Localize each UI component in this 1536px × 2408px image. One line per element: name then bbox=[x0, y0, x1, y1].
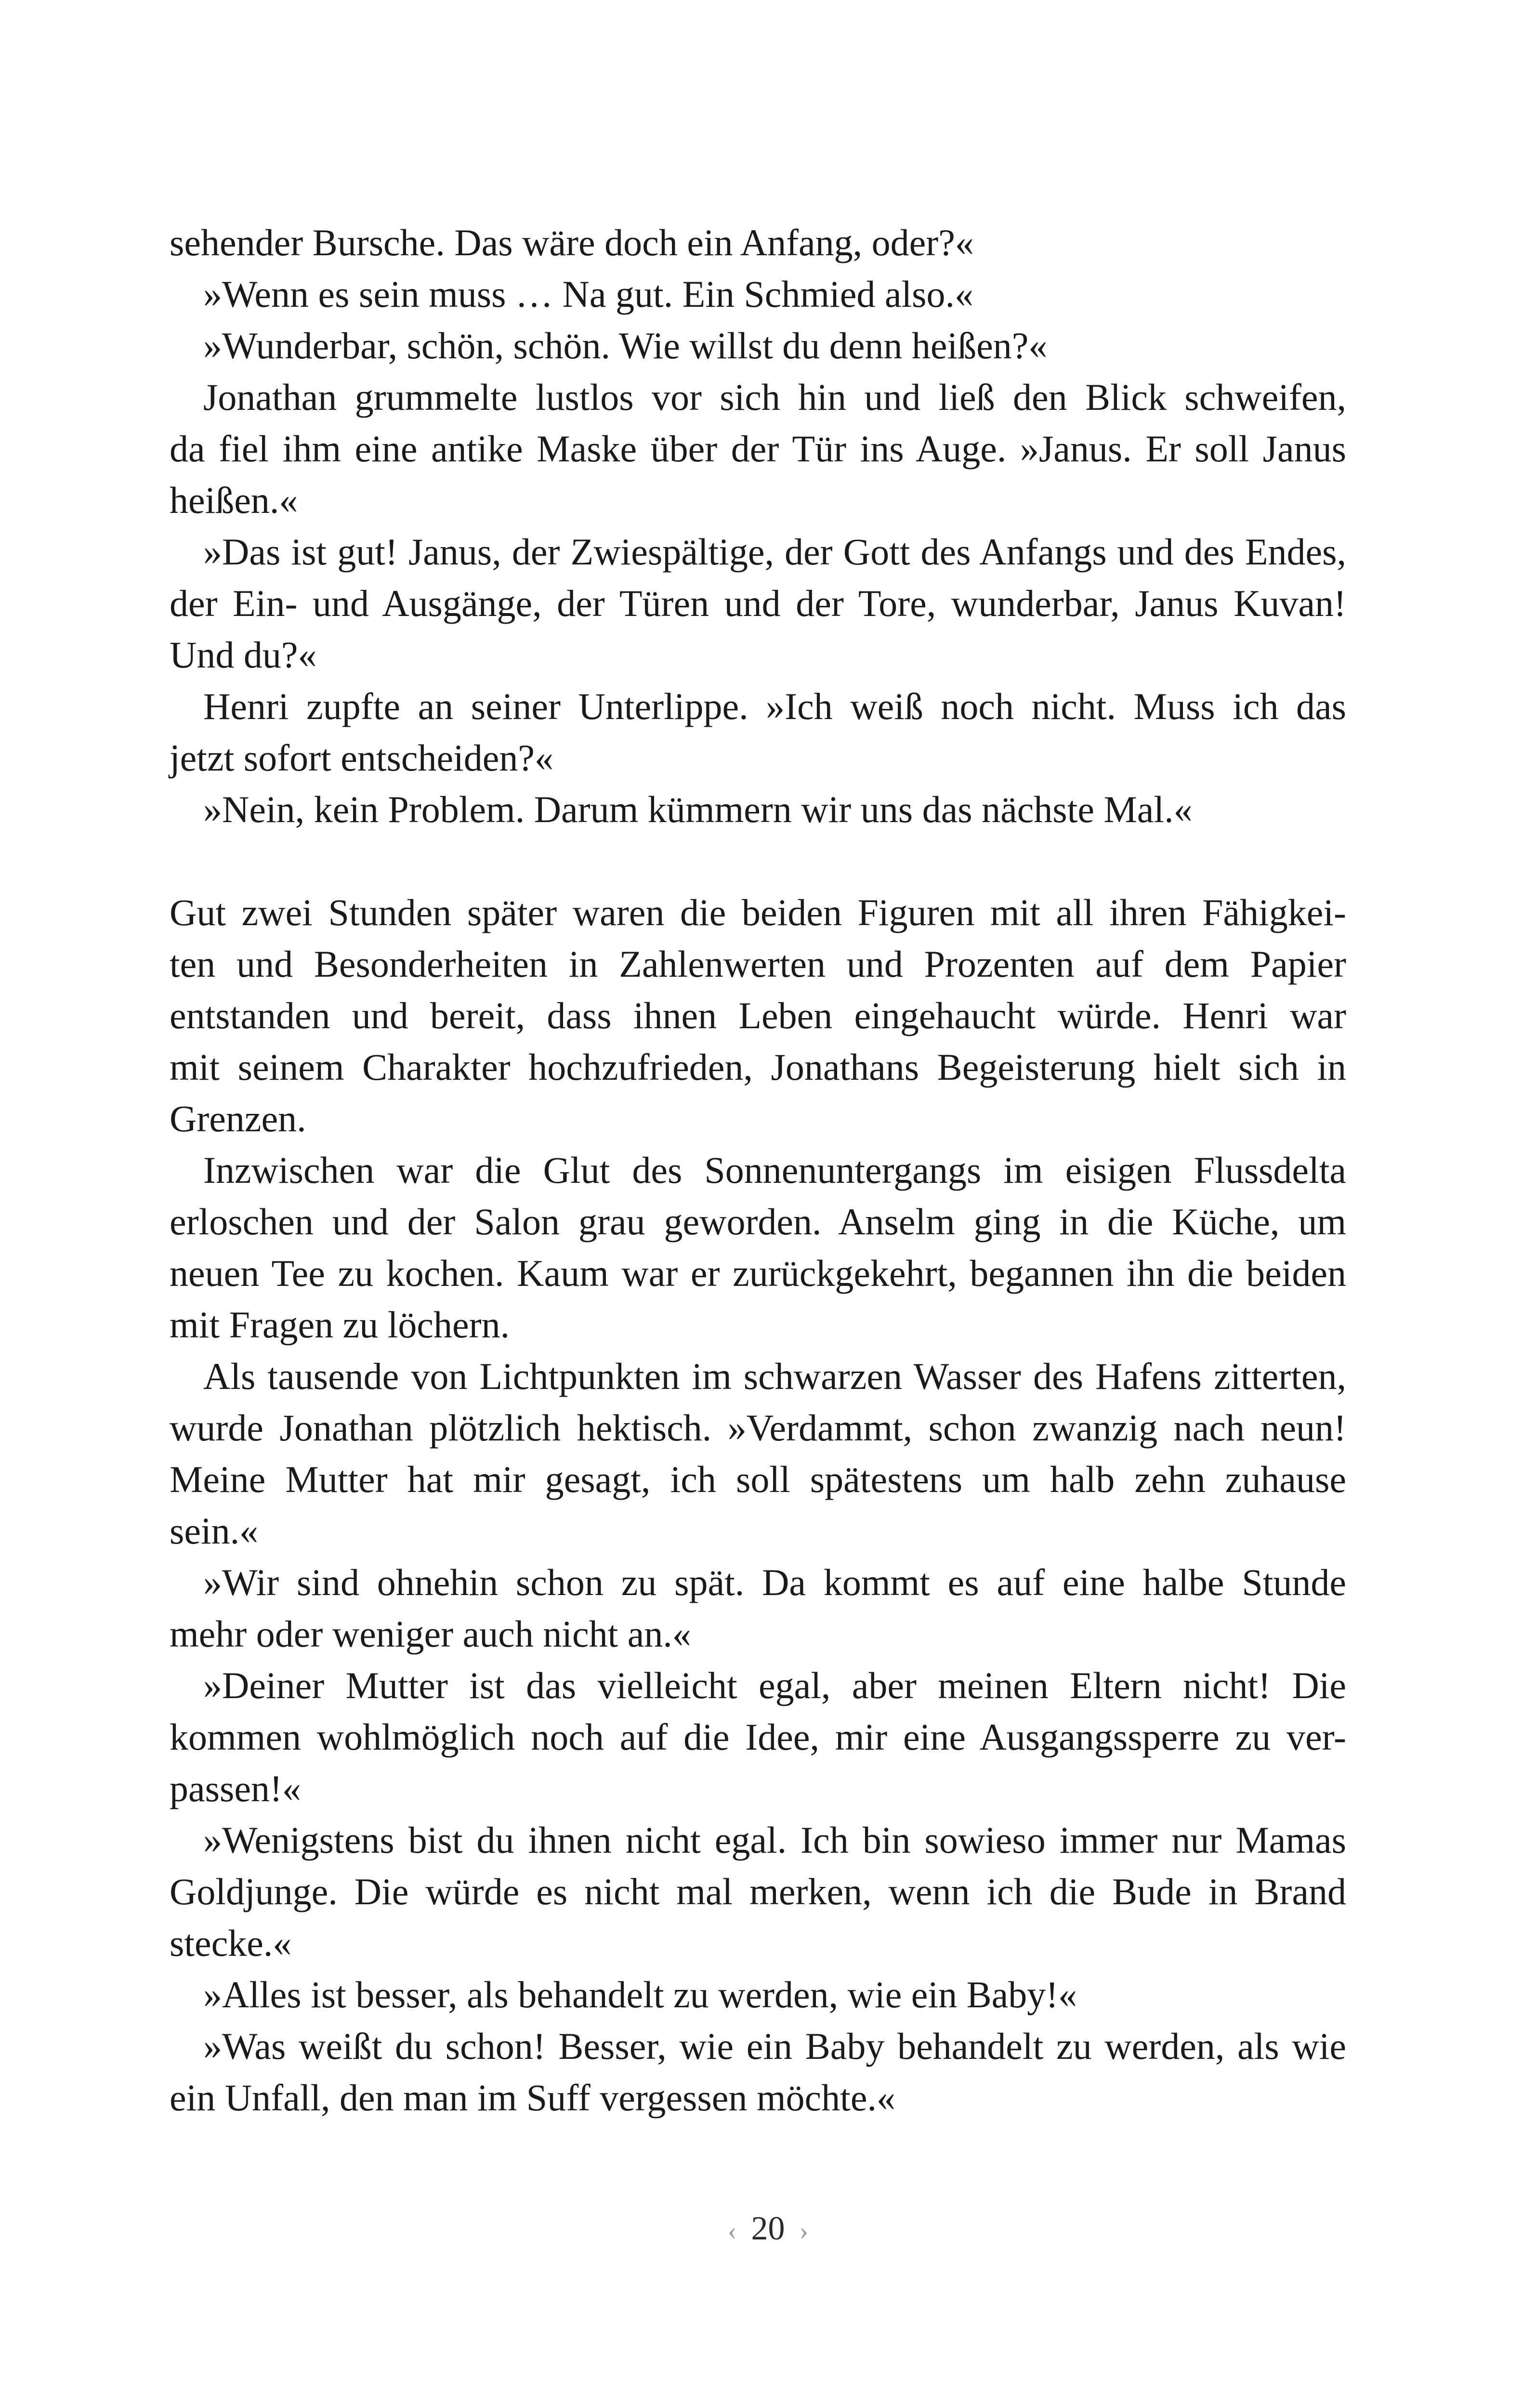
text-line: jetzt sofort entscheiden?« bbox=[170, 737, 554, 779]
text-line: »Wir sind ohnehin schon zu spät. Da kommt es auf eine halbe Stunde bbox=[203, 1561, 1346, 1603]
text-line: stecke.« bbox=[170, 1922, 292, 1964]
text-line: »Was weißt du schon! Besser, wie ein Baby behandelt zu werden, als wie bbox=[203, 2025, 1346, 2067]
text-line: »Nein, kein Problem. Darum kümmern wir uns das nächste Mal.« bbox=[203, 788, 1193, 830]
paragraph bbox=[170, 1660, 1346, 1814]
paragraph bbox=[170, 1144, 1346, 1350]
text-line: wurde Jonathan plötzlich hektisch. »Verdammt, schon zwanzig nach neun! bbox=[170, 1407, 1346, 1449]
text-line: Grenzen. bbox=[170, 1098, 306, 1139]
text-line: da fiel ihm eine antike Maske über der Tür ins Auge. »Janus. Er soll Janus bbox=[170, 428, 1346, 470]
paragraph bbox=[170, 887, 1346, 1144]
text-line: Meine Mutter hat mir gesagt, ich soll spätestens um halb zehn zuhause bbox=[170, 1458, 1346, 1500]
text-line: Jonathan grummelte lustlos vor sich hin und ließ den Blick schweifen, bbox=[203, 376, 1346, 418]
paragraph bbox=[170, 784, 1346, 835]
paragraph bbox=[170, 217, 1346, 268]
text-line: Henri zupfte an seiner Unterlippe. »Ich weiß noch nicht. Muss ich das bbox=[203, 685, 1346, 727]
text-line: »Deiner Mutter ist das vielleicht egal, aber meinen Eltern nicht! Die bbox=[203, 1664, 1346, 1706]
text-line: ein Unfall, den man im Suff vergessen möchte.« bbox=[170, 2077, 895, 2119]
paragraph bbox=[170, 1557, 1346, 1660]
text-line: neuen Tee zu kochen. Kaum war er zurückgekehrt, begannen ihn die beiden bbox=[170, 1252, 1346, 1294]
text-line: sein.« bbox=[170, 1510, 259, 1552]
text-line: »Wenn es sein muss … Na gut. Ein Schmied also.« bbox=[203, 273, 974, 315]
paragraph bbox=[170, 681, 1346, 784]
section-break bbox=[170, 835, 1346, 887]
text-line: »Das ist gut! Janus, der Zwiespältige, der Gott des Anfangs und des Endes, bbox=[203, 531, 1346, 573]
text-line: Inzwischen war die Glut des Sonnenuntergangs im eisigen Flussdelta bbox=[203, 1149, 1346, 1191]
paragraph bbox=[170, 268, 1346, 320]
text-line: der Ein- und Ausgänge, der Türen und der Tore, wunderbar, Janus Kuvan! bbox=[170, 582, 1346, 624]
text-line: entstanden und bereit, dass ihnen Leben eingehaucht würde. Henri war bbox=[170, 995, 1346, 1036]
text-line: »Wenigstens bist du ihnen nicht egal. Ich bin sowieso immer nur Mamas bbox=[203, 1819, 1346, 1861]
text-line: Und du?« bbox=[170, 634, 317, 676]
page-number: 20 bbox=[751, 2210, 785, 2247]
text-line: Goldjunge. Die würde es nicht mal merken, wenn ich die Bude in Brand bbox=[170, 1871, 1346, 1912]
text-line: ten und Besonderheiten in Zahlenwerten und Prozenten auf dem Papier bbox=[170, 943, 1346, 985]
page-number-footer bbox=[0, 2207, 1536, 2252]
text-line: sehender Bursche. Das wäre doch ein Anfang, oder?« bbox=[170, 222, 974, 263]
body-text bbox=[170, 217, 1346, 2123]
paragraph bbox=[170, 320, 1346, 371]
text-line: Als tausende von Lichtpunkten im schwarzen Wasser des Hafens zitterten, bbox=[203, 1355, 1346, 1397]
folio-right-ornament: › bbox=[799, 2216, 809, 2246]
text-line: »Wunderbar, schön, schön. Wie willst du denn heißen?« bbox=[203, 325, 1048, 366]
text-line: mehr oder weniger auch nicht an.« bbox=[170, 1613, 691, 1655]
text-line: erloschen und der Salon grau geworden. Anselm ging in die Küche, um bbox=[170, 1201, 1346, 1243]
text-line: heißen.« bbox=[170, 479, 298, 521]
paragraph bbox=[170, 371, 1346, 526]
paragraph bbox=[170, 526, 1346, 681]
folio-left-ornament: ‹ bbox=[727, 2216, 737, 2246]
text-line: »Alles ist besser, als behandelt zu werden, wie ein Baby!« bbox=[203, 1974, 1077, 2015]
paragraph bbox=[170, 2020, 1346, 2123]
paragraph bbox=[170, 1350, 1346, 1557]
paragraph bbox=[170, 1814, 1346, 1969]
paragraph bbox=[170, 1969, 1346, 2020]
text-line: mit seinem Charakter hochzufrieden, Jonathans Begeisterung hielt sich in bbox=[170, 1046, 1346, 1088]
text-line: Gut zwei Stunden später waren die beiden Figuren mit all ihren Fähigkei- bbox=[170, 891, 1346, 933]
text-line: kommen wohlmöglich noch auf die Idee, mir eine Ausgangssperre zu ver- bbox=[170, 1716, 1346, 1758]
text-line: passen!« bbox=[170, 1767, 301, 1809]
text-line: mit Fragen zu löchern. bbox=[170, 1304, 510, 1346]
